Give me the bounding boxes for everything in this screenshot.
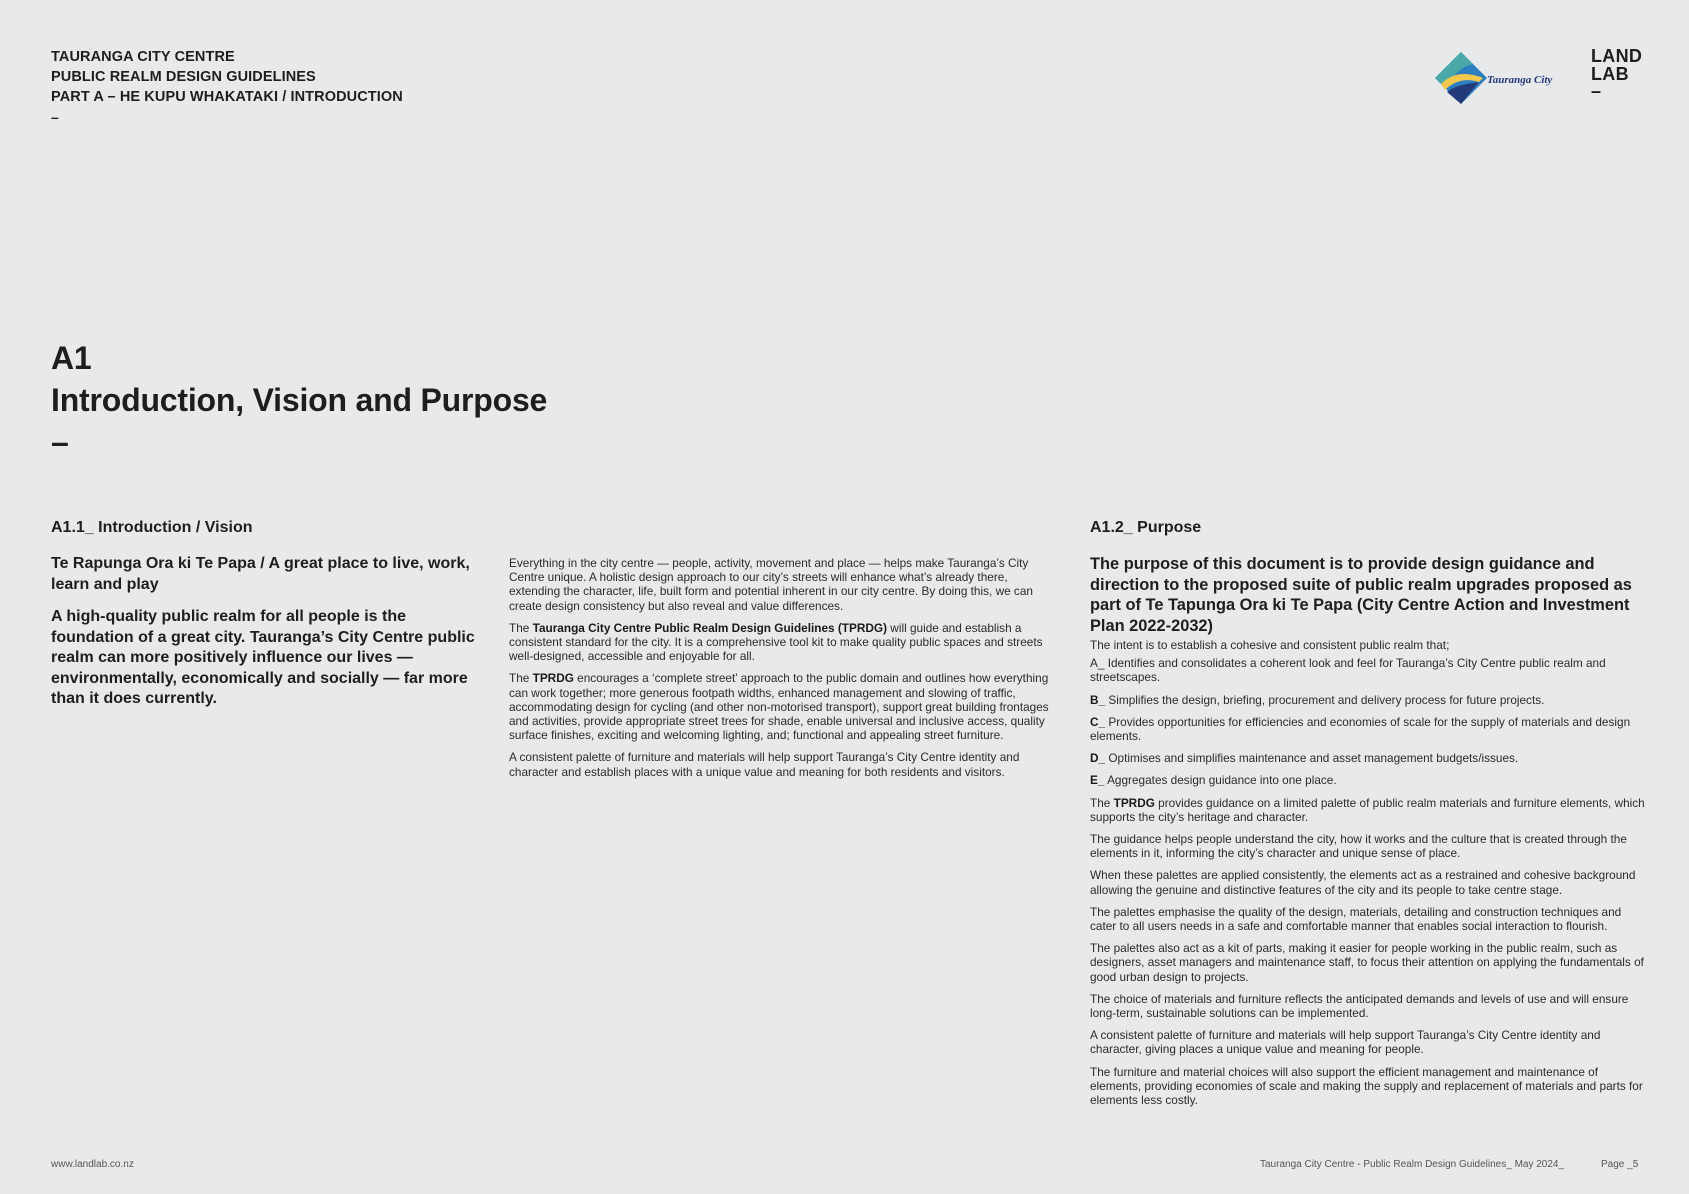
intro-body xyxy=(509,556,1049,787)
purpose-paragraph-4: The palettes also act as a kit of parts, making it easier for people working in the public realm, such as designers, asset managers and maintenance staff, to focus their attention on applying the fundamentals of good urban design to projects. xyxy=(1090,941,1644,984)
purpose-paragraph-7: The furniture and material choices will also support the efficient management and maintenance of elements, providing economies of scale and making the supply and replacement of materials and parts for elements less costly. xyxy=(1090,1064,1643,1108)
tauranga-logo-text: Tauranga City xyxy=(1487,74,1553,86)
footer-page-number: Page _5 xyxy=(1601,1159,1639,1170)
section-title xyxy=(51,337,547,463)
purpose-list-item-c: C_ Provides opportunities for efficiencies and economies of scale for the supply of materials and design elements. xyxy=(1090,714,1631,744)
section-code: A1 xyxy=(51,340,92,376)
purpose-tprdg-paragraph: The TPRDG provides guidance on a limited palette of public realm materials and furniture elements, which supports the city’s heritage and character. xyxy=(1090,795,1645,824)
purpose-heading: A1.2_ Purpose xyxy=(1090,519,1202,536)
landlab-dash: – xyxy=(1591,81,1602,101)
purpose-intro: The intent is to establish a cohesive and consistent public realm that; xyxy=(1090,638,1450,652)
tauranga-diamond-icon xyxy=(1433,50,1558,106)
purpose-list-item-e: E_ Aggregates design guidance into one place. xyxy=(1090,773,1337,788)
footer-document-title: Tauranga City Centre - Public Realm Design Guidelines_ May 2024_ xyxy=(1260,1159,1565,1170)
header-dash: – xyxy=(51,109,59,125)
intro-paragraph-3: The TPRDG encourages a ‘complete street’ approach to the public domain and outlines how everything can work together; more generous footpath widths, enhanced management and slowing of traffic, accommodating design for cycling (and other non-motorised transport), support great building frontages and activities, provide appropriate street trees for shade, enable universal and inclusive access, quality surface finishes, exciting and welcoming lighting, and; functional and appealing street furniture. xyxy=(509,671,1049,743)
purpose-paragraph-2: When these palettes are applied consistently, the elements act as a restrained and cohesive background allowing the genuine and distinctive features of the city and its people to take centre stage. xyxy=(1090,868,1636,897)
intro-vision-heading: A1.1_ Introduction / Vision xyxy=(51,519,253,536)
intro-lead: A high-quality public realm for all people is the foundation of a great city. Tauranga’s City Centre public realm can more positively influence our lives — environmentally, economically and socially — far more than it does currently. xyxy=(51,608,475,707)
intro-paragraph-2: The Tauranga City Centre Public Realm Design Guidelines (TPRDG) will guide and establish a consistent standard for the city. It is a comprehensive tool kit to make quality public spaces and streets well-designed, accessible and enjoyable for all. xyxy=(509,620,1043,664)
header-line-2: PUBLIC REALM DESIGN GUIDELINES xyxy=(51,69,316,85)
landlab-logo xyxy=(1591,48,1642,101)
purpose-list-item-a: A_ Identifies and consolidates a coherent look and feel for Tauranga’s City Centre public realm and streetscapes. xyxy=(1090,656,1606,685)
purpose-paragraph-5: The choice of materials and furniture reflects the anticipated demands and levels of use and will ensure long-term, sustainable solutions can be implemented. xyxy=(1090,991,1629,1021)
landlab-line-1: LAND xyxy=(1591,46,1643,66)
purpose-body xyxy=(1090,638,1645,1115)
footer-url: www.landlab.co.nz xyxy=(51,1159,134,1170)
document-header xyxy=(51,47,403,127)
purpose-paragraph-6: A consistent palette of furniture and materials will help support Tauranga’s City Centre identity and character, giving places a unique value and meaning for people. xyxy=(1090,1028,1601,1057)
landlab-line-2: LAB xyxy=(1591,63,1629,84)
intro-paragraph-1: Everything in the city centre — people, activity, movement and place — helps make Tauranga’s City Centre unique. A holistic design approach to our city’s streets will enhance what’s already there, extending the character, life, built form and potential inherent in our city centre. By doing this, we can create design consistency but also reveal and value differences. xyxy=(509,556,1033,613)
purpose-paragraph-1: The guidance helps people understand the city, how it works and the culture that is created through the elements in it, informing the city’s character and unique sense of place. xyxy=(1090,832,1627,861)
intro-paragraph-4: A consistent palette of furniture and materials will help support Tauranga’s City Centre identity and character and establish places with a unique value and meaning for both residents and visitors. xyxy=(509,750,1020,779)
header-line-3: PART A – HE KUPU WHAKATAKI / INTRODUCTION xyxy=(51,89,403,105)
section-title-text: Introduction, Vision and Purpose xyxy=(51,382,548,418)
header-line-1: TAURANGA CITY CENTRE xyxy=(51,49,235,65)
purpose-list-item-b: B_ Simplifies the design, briefing, procurement and delivery process for future projects. xyxy=(1090,692,1545,707)
tauranga-city-logo xyxy=(1433,50,1558,106)
section-dash: – xyxy=(51,424,69,460)
purpose-lead: The purpose of this document is to provide design guidance and direction to the proposed suite of public realm upgrades proposed as part of Te Tapunga Ora ki Te Papa (City Centre Action and Investment Plan 2022-2032) xyxy=(1090,555,1632,635)
purpose-paragraph-3: The palettes emphasise the quality of the design, materials, detailing and construction techniques and cater to all users needs in a safe and comfortable manner that enables social interaction to flourish. xyxy=(1090,904,1622,934)
intro-subtitle: Te Rapunga Ora ki Te Papa / A great place to live, work, learn and play xyxy=(51,555,470,593)
purpose-list-item-d: D_ Optimises and simplifies maintenance and asset management budgets/issues. xyxy=(1090,751,1519,766)
